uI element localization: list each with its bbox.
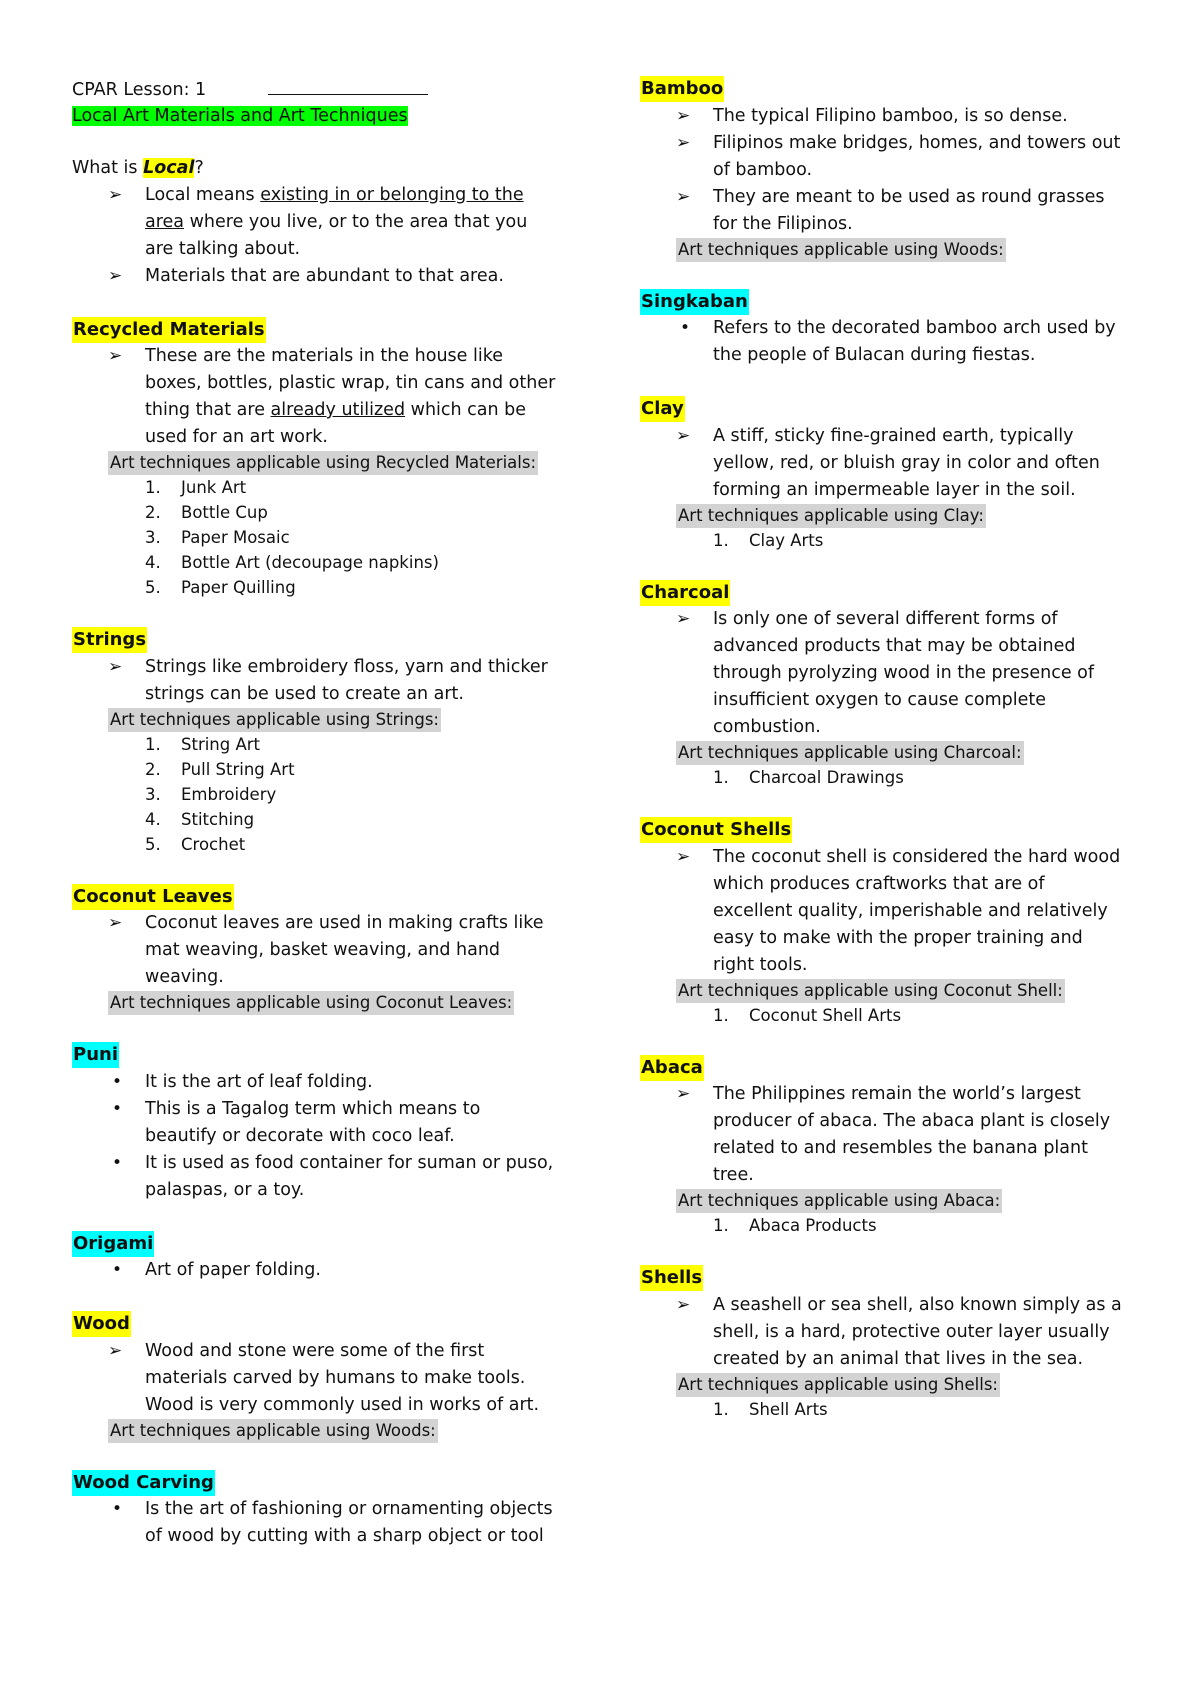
dot-bullet-icon: •: [680, 318, 691, 338]
list-text: Stitching: [181, 809, 255, 829]
arrow-bullet-icon: ➢: [108, 346, 123, 366]
bamboo-bullet-1: [640, 103, 1145, 130]
singkaban-bullet: [640, 315, 1145, 369]
charcoal-tech-label: Art techniques applicable using Charcoal:: [676, 741, 1024, 765]
spacer: [72, 1284, 572, 1311]
text-line: the people of Bulacan during fiestas.: [713, 345, 1036, 365]
text-line: which produces craftworks that are of: [713, 873, 1045, 894]
local-word: Local: [143, 158, 195, 178]
coconut-leaves-heading-row: [72, 884, 572, 911]
text-line: tree.: [713, 1165, 754, 1185]
text-run: which can be: [405, 400, 527, 420]
wood-bullet: [72, 1338, 572, 1419]
text-line: strings can be used to create an art.: [145, 683, 464, 704]
text-line: right tools.: [713, 954, 808, 975]
local-bullet-1: [72, 182, 572, 263]
abaca-tech-label: Art techniques applicable using Abaca:: [676, 1189, 1002, 1213]
underlined-text: already utilized: [270, 400, 406, 420]
spacer: [640, 790, 1145, 817]
text-line: The typical Filipino bamboo, is so dense.: [713, 105, 1068, 126]
strings-heading: Strings: [72, 627, 147, 653]
origami-heading-row: [72, 1231, 572, 1258]
text-line: materials carved by humans to make tools.: [145, 1367, 526, 1388]
list-text: Abaca Products: [749, 1216, 877, 1235]
spacer: [640, 1028, 1145, 1055]
arrow-bullet-icon: ➢: [108, 656, 123, 677]
clay-tech-label: Art techniques applicable using Clay:: [676, 504, 986, 528]
coconut-shells-bullet: [640, 844, 1145, 979]
wood-carving-heading-row: [72, 1470, 572, 1497]
arrow-bullet-icon: ➢: [676, 846, 691, 867]
lesson-underline: [268, 76, 428, 95]
origami-heading: Origami: [72, 1231, 154, 1257]
shells-tech-label-row: [676, 1373, 1145, 1397]
text-line: Strings like embroidery floss, yarn and thicker: [145, 656, 548, 677]
strings-tech-label-row: [108, 708, 572, 732]
right-column: [640, 76, 1145, 1422]
wood-tech-label: Art techniques applicable using Woods:: [108, 1419, 438, 1443]
text-line: The coconut shell is considered the hard wood: [713, 846, 1121, 867]
list-text: Clay Arts: [749, 530, 824, 550]
text-line: excellent quality, imperishable and relatively: [713, 900, 1108, 921]
list-item: [640, 1003, 1145, 1028]
list-item: [72, 525, 572, 550]
local-question: [72, 156, 572, 182]
arrow-bullet-icon: ➢: [108, 184, 123, 205]
list-number: 1.: [713, 1216, 729, 1235]
text-line: of bamboo.: [713, 159, 813, 180]
abaca-tech-label-row: [676, 1189, 1145, 1213]
spacer: [640, 369, 1145, 396]
text-line: Wood is very commonly used in works of art.: [145, 1394, 540, 1415]
dot-bullet-icon: •: [112, 1071, 123, 1092]
wood-carving-bullet: [72, 1496, 572, 1550]
coconut-shells-tech-label-row: [676, 979, 1145, 1003]
spacer: [640, 262, 1145, 289]
local-question-prefix: What is: [72, 158, 144, 178]
clay-bullet: [640, 423, 1145, 504]
list-text: String Art: [181, 734, 261, 754]
clay-heading-row: [640, 396, 1145, 423]
abaca-bullet: [640, 1081, 1145, 1189]
wood-carving-heading: Wood Carving: [72, 1470, 215, 1496]
origami-bullet: [72, 1257, 572, 1284]
arrow-bullet-icon: ➢: [676, 425, 691, 446]
list-item: [72, 757, 572, 782]
coconut-shells-heading: Coconut Shells: [640, 817, 792, 843]
text-line: Art of paper folding.: [145, 1260, 321, 1280]
list-number: 3.: [145, 784, 161, 804]
text-line: They are meant to be used as round grasses: [713, 186, 1105, 207]
spacer: [72, 1204, 572, 1231]
list-item: [640, 1213, 1145, 1238]
singkaban-heading: Singkaban: [640, 289, 749, 315]
text-line: Filipinos make bridges, homes, and towers out: [713, 132, 1121, 153]
list-number: 1.: [713, 1005, 729, 1025]
text-line: through pyrolyzing wood in the presence of: [713, 663, 1095, 683]
bamboo-tech-label: Art techniques applicable using Woods:: [676, 238, 1006, 262]
list-number: 4.: [145, 809, 161, 829]
wood-heading: Wood: [72, 1311, 131, 1337]
list-text: Charcoal Drawings: [749, 768, 904, 787]
text-line: yellow, red, or bluish gray in color and often: [713, 452, 1100, 473]
list-text: Crochet: [181, 834, 246, 854]
bamboo-heading: Bamboo: [640, 76, 724, 102]
text-line: This is a Tagalog term which means to: [145, 1098, 481, 1119]
abaca-heading-row: [640, 1055, 1145, 1082]
puni-bullet-3: [72, 1150, 572, 1204]
bamboo-tech-label-row: [676, 238, 1145, 262]
underlined-text: area: [145, 211, 185, 232]
list-number: 5.: [145, 834, 161, 854]
text-line: These are the materials in the house like: [145, 346, 503, 366]
bamboo-bullet-3: [640, 184, 1145, 238]
wood-heading-row: [72, 1311, 572, 1338]
text-line: weaving.: [145, 967, 224, 987]
bamboo-heading-row: [640, 76, 1145, 103]
text-line: Wood and stone were some of the first: [145, 1340, 485, 1361]
underlined-text: existing in or belonging to the: [260, 184, 524, 205]
text-line: combustion.: [713, 717, 821, 737]
coconut-leaves-heading: Coconut Leaves: [72, 884, 234, 910]
text-line: A stiff, sticky fine-grained earth, typically: [713, 425, 1074, 446]
list-text: Bottle Art (decoupage napkins): [181, 553, 439, 572]
strings-bullet: [72, 654, 572, 708]
clay-tech-label-row: [676, 504, 1145, 528]
arrow-bullet-icon: ➢: [676, 1294, 691, 1315]
local-question-suffix: ?: [194, 158, 204, 178]
bamboo-bullet-2: [640, 130, 1145, 184]
dot-bullet-icon: •: [112, 1260, 123, 1280]
arrow-bullet-icon: ➢: [676, 132, 691, 153]
arrow-bullet-icon: ➢: [108, 1340, 123, 1361]
list-item: [72, 575, 572, 600]
spacer: [72, 129, 572, 156]
lesson-label: CPAR Lesson: 1: [72, 80, 207, 100]
list-text: Junk Art: [181, 478, 247, 497]
puni-bullet-2: [72, 1096, 572, 1150]
coconut-shells-tech-label: Art techniques applicable using Coconut Shell:: [676, 979, 1065, 1003]
text-line: beautify or decorate with coco leaf.: [145, 1125, 455, 1146]
list-number: 4.: [145, 553, 161, 572]
text-line: It is the art of leaf folding.: [145, 1071, 373, 1092]
shells-heading: Shells: [640, 1265, 703, 1291]
list-item: [640, 1397, 1145, 1422]
spacer: [72, 290, 572, 317]
page-title-row: [72, 104, 572, 130]
recycled-tech-label: Art techniques applicable using Recycled Materials:: [108, 451, 538, 475]
list-number: 1.: [713, 1399, 729, 1419]
dot-bullet-icon: •: [112, 1098, 123, 1119]
text-line: related to and resembles the banana plant: [713, 1138, 1088, 1158]
shells-tech-label: Art techniques applicable using Shells:: [676, 1373, 1000, 1397]
text-line: for the Filipinos.: [713, 213, 853, 234]
recycled-bullet: [72, 343, 572, 451]
strings-tech-label: Art techniques applicable using Strings:: [108, 708, 441, 732]
recycled-heading: Recycled Materials: [72, 317, 266, 343]
text-line: Materials that are abundant to that area.: [145, 265, 504, 286]
text-line: boxes, bottles, plastic wrap, tin cans and other: [145, 373, 556, 393]
recycled-tech-label-row: [108, 451, 572, 475]
puni-bullet-1: [72, 1069, 572, 1096]
list-item: [72, 782, 572, 807]
text-line: shell, is a hard, protective outer layer usually: [713, 1321, 1110, 1342]
list-item: [72, 807, 572, 832]
puni-heading-row: [72, 1042, 572, 1069]
charcoal-bullet: [640, 606, 1145, 741]
dot-bullet-icon: •: [112, 1499, 123, 1519]
list-text: Shell Arts: [749, 1399, 828, 1419]
spacer: [72, 1015, 572, 1042]
arrow-bullet-icon: ➢: [108, 265, 123, 286]
list-text: Coconut Shell Arts: [749, 1005, 902, 1025]
spacer: [72, 1443, 572, 1470]
text-line: used for an art work.: [145, 427, 328, 447]
list-number: 5.: [145, 578, 161, 597]
text-line: mat weaving, basket weaving, and hand: [145, 940, 501, 960]
list-number: 1.: [145, 734, 161, 754]
text-line: The Philippines remain the world’s largest: [713, 1084, 1081, 1104]
shells-heading-row: [640, 1265, 1145, 1292]
page-title: Local Art Materials and Art Techniques: [72, 105, 408, 126]
text-line: Is the art of fashioning or ornamenting objects: [145, 1499, 553, 1519]
charcoal-heading-row: [640, 580, 1145, 607]
strings-heading-row: [72, 627, 572, 654]
list-item: [640, 765, 1145, 790]
wood-tech-label-row: [108, 1419, 572, 1443]
list-item: [72, 500, 572, 525]
text-run: thing that are: [145, 400, 271, 420]
list-text: Bottle Cup: [181, 503, 268, 522]
puni-heading: Puni: [72, 1042, 119, 1068]
lesson-line: [72, 76, 572, 104]
text-line: insufficient oxygen to cause complete: [713, 690, 1047, 710]
list-text: Paper Quilling: [181, 578, 296, 597]
text-line: of wood by cutting with a sharp object or tool: [145, 1526, 544, 1546]
text-line: Refers to the decorated bamboo arch used by: [713, 318, 1116, 338]
text-line: forming an impermeable layer in the soil.: [713, 479, 1076, 500]
text-line: It is used as food container for suman or puso,: [145, 1152, 554, 1173]
text-line: Is only one of several different forms of: [713, 609, 1058, 629]
coconut-shells-heading-row: [640, 817, 1145, 844]
arrow-bullet-icon: ➢: [676, 609, 691, 629]
spacer: [640, 553, 1145, 580]
text-run: where you live, or to the area that you: [184, 211, 528, 232]
text-line: Coconut leaves are used in making crafts like: [145, 913, 544, 933]
dot-bullet-icon: •: [112, 1152, 123, 1173]
list-text: Pull String Art: [181, 759, 295, 779]
text-line: advanced products that may be obtained: [713, 636, 1076, 656]
list-number: 2.: [145, 759, 161, 779]
arrow-bullet-icon: ➢: [676, 105, 691, 126]
list-number: 1.: [145, 478, 161, 497]
charcoal-tech-label-row: [676, 741, 1145, 765]
arrow-bullet-icon: ➢: [676, 186, 691, 207]
spacer: [72, 600, 572, 627]
spacer: [72, 857, 572, 884]
list-text: Paper Mosaic: [181, 528, 290, 547]
list-item: [72, 732, 572, 757]
list-item: [640, 528, 1145, 553]
recycled-heading-row: [72, 317, 572, 344]
singkaban-heading-row: [640, 289, 1145, 316]
text-line: palaspas, or a toy.: [145, 1179, 305, 1200]
list-number: 1.: [713, 530, 729, 550]
arrow-bullet-icon: ➢: [676, 1084, 691, 1104]
abaca-heading: Abaca: [640, 1055, 704, 1081]
spacer: [640, 1238, 1145, 1265]
clay-heading: Clay: [640, 396, 685, 422]
list-text: Embroidery: [181, 784, 277, 804]
list-item: [72, 832, 572, 857]
list-number: 1.: [713, 768, 729, 787]
coconut-leaves-tech-label-row: [108, 991, 572, 1015]
coconut-leaves-bullet: [72, 910, 572, 991]
left-column: [72, 76, 572, 1550]
text-run: Local means: [145, 184, 261, 205]
arrow-bullet-icon: ➢: [108, 913, 123, 933]
text-line: A seashell or sea shell, also known simply as a: [713, 1294, 1122, 1315]
text-line: are talking about.: [145, 238, 301, 259]
coconut-leaves-tech-label: Art techniques applicable using Coconut Leaves:: [108, 991, 514, 1015]
list-number: 3.: [145, 528, 161, 547]
text-line: easy to make with the proper training and: [713, 927, 1083, 948]
shells-bullet: [640, 1292, 1145, 1373]
local-bullet-2: [72, 263, 572, 290]
list-number: 2.: [145, 503, 161, 522]
charcoal-heading: Charcoal: [640, 580, 730, 606]
text-line: created by an animal that lives in the sea.: [713, 1348, 1084, 1369]
list-item: [72, 475, 572, 500]
text-line: producer of abaca. The abaca plant is closely: [713, 1111, 1111, 1131]
list-item: [72, 550, 572, 575]
